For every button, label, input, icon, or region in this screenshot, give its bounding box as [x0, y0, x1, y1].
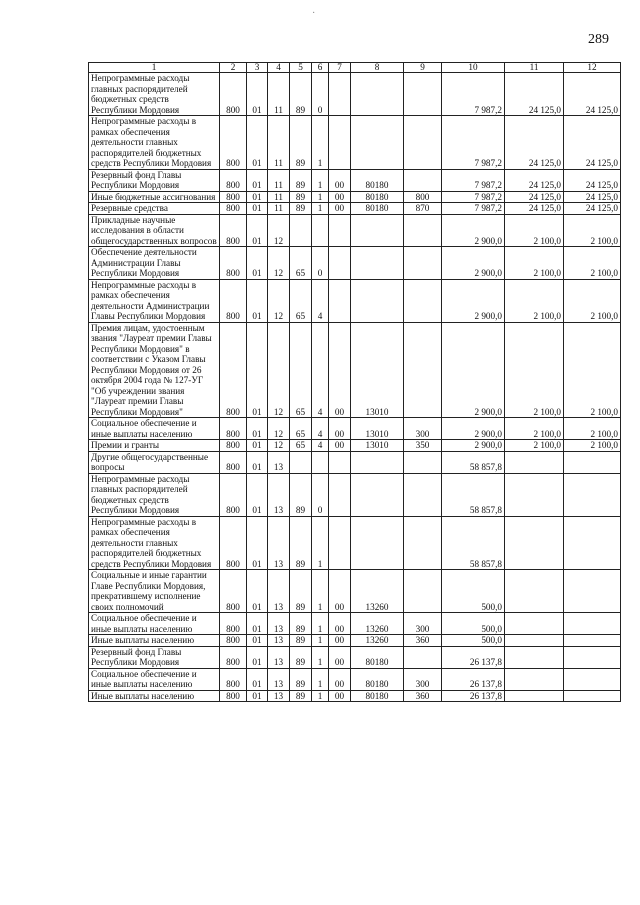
code-cell: 13: [268, 473, 290, 516]
amount-cell: [505, 635, 564, 647]
code-cell: 350: [404, 440, 442, 452]
code-cell: 89: [290, 570, 312, 613]
code-cell: 89: [290, 169, 312, 191]
table-row: [89, 635, 621, 647]
code-cell: 01: [247, 191, 268, 203]
code-cell: 4: [312, 418, 329, 440]
code-cell: [404, 570, 442, 613]
code-cell: 89: [290, 516, 312, 570]
code-cell: 1: [312, 516, 329, 570]
code-cell: 360: [404, 635, 442, 647]
column-header: 8: [351, 63, 404, 73]
amount-cell: [505, 668, 564, 690]
code-cell: 12: [268, 440, 290, 452]
column-header: 9: [404, 63, 442, 73]
table-row: [89, 322, 621, 418]
table-row: [89, 668, 621, 690]
amount-cell: 24 125,0: [505, 73, 564, 116]
code-cell: 01: [247, 279, 268, 322]
amount-cell: [505, 646, 564, 668]
code-cell: 01: [247, 116, 268, 170]
column-header: 10: [442, 63, 505, 73]
amount-cell: 24 125,0: [505, 116, 564, 170]
column-header: 2: [220, 63, 247, 73]
code-cell: 11: [268, 191, 290, 203]
code-cell: 13: [268, 613, 290, 635]
code-cell: 13: [268, 690, 290, 702]
code-cell: 800: [220, 191, 247, 203]
code-cell: 01: [247, 73, 268, 116]
code-cell: 800: [220, 451, 247, 473]
code-cell: 870: [404, 203, 442, 215]
amount-cell: [505, 451, 564, 473]
code-cell: [329, 516, 351, 570]
code-cell: [351, 73, 404, 116]
code-cell: 800: [220, 668, 247, 690]
row-name: Социальное обеспечение и иные выплаты населению: [89, 418, 220, 440]
row-name: Непрограммные расходы в рамках обеспечения деятельности Администрации Главы Республики Мордовия: [89, 279, 220, 322]
code-cell: 1: [312, 613, 329, 635]
code-cell: 01: [247, 473, 268, 516]
code-cell: 800: [220, 613, 247, 635]
code-cell: 00: [329, 203, 351, 215]
table-body: [89, 73, 621, 702]
row-name: Социальное обеспечение и иные выплаты населению: [89, 613, 220, 635]
code-cell: 00: [329, 613, 351, 635]
amount-cell: [505, 690, 564, 702]
amount-cell: [564, 635, 621, 647]
code-cell: 1: [312, 635, 329, 647]
code-cell: [312, 214, 329, 247]
code-cell: [351, 451, 404, 473]
code-cell: 89: [290, 690, 312, 702]
code-cell: [351, 279, 404, 322]
code-cell: 12: [268, 418, 290, 440]
code-cell: 1: [312, 570, 329, 613]
code-cell: 80180: [351, 690, 404, 702]
code-cell: 11: [268, 73, 290, 116]
code-cell: [329, 214, 351, 247]
code-cell: [329, 116, 351, 170]
code-cell: [329, 73, 351, 116]
code-cell: 89: [290, 646, 312, 668]
code-cell: 800: [220, 247, 247, 280]
table-row: [89, 613, 621, 635]
column-header: 12: [564, 63, 621, 73]
amount-cell: 58 857,8: [442, 451, 505, 473]
amount-cell: 500,0: [442, 570, 505, 613]
amount-cell: [564, 690, 621, 702]
code-cell: [404, 322, 442, 418]
code-cell: 13: [268, 668, 290, 690]
code-cell: 89: [290, 635, 312, 647]
column-header: 7: [329, 63, 351, 73]
code-cell: 01: [247, 451, 268, 473]
code-cell: 11: [268, 116, 290, 170]
amount-cell: 2 100,0: [505, 279, 564, 322]
code-cell: 89: [290, 473, 312, 516]
code-cell: 800: [220, 516, 247, 570]
code-cell: 00: [329, 690, 351, 702]
code-cell: 80180: [351, 169, 404, 191]
code-cell: [404, 451, 442, 473]
table-row: [89, 73, 621, 116]
amount-cell: 26 137,8: [442, 690, 505, 702]
code-cell: 4: [312, 279, 329, 322]
code-cell: 65: [290, 279, 312, 322]
amount-cell: 2 900,0: [442, 247, 505, 280]
code-cell: 01: [247, 169, 268, 191]
row-name: Премия лицам, удостоенным звания "Лауреат премии Главы Республики Мордовия" в соответствии с Указом Главы Республики Мордовия от 26 октября 2004 года № 127-УГ "Об учреждении звания "Лауреат премии Главы Республики Мордовия": [89, 322, 220, 418]
code-cell: 01: [247, 690, 268, 702]
column-header: 5: [290, 63, 312, 73]
code-cell: 300: [404, 613, 442, 635]
code-cell: 800: [220, 635, 247, 647]
code-cell: 4: [312, 440, 329, 452]
code-cell: 800: [404, 191, 442, 203]
amount-cell: 26 137,8: [442, 668, 505, 690]
code-cell: [351, 247, 404, 280]
code-cell: 1: [312, 646, 329, 668]
code-cell: 360: [404, 690, 442, 702]
code-cell: 0: [312, 73, 329, 116]
table-row: [89, 169, 621, 191]
code-cell: 13260: [351, 613, 404, 635]
amount-cell: [564, 570, 621, 613]
row-name: Непрограммные расходы в рамках обеспечения деятельности главных распорядителей бюджетных средств Республики Мордовия: [89, 516, 220, 570]
row-name: Резервный фонд Главы Республики Мордовия: [89, 646, 220, 668]
amount-cell: 500,0: [442, 635, 505, 647]
amount-cell: 2 100,0: [505, 214, 564, 247]
code-cell: 13010: [351, 418, 404, 440]
amount-cell: 26 137,8: [442, 646, 505, 668]
row-name: Иные бюджетные ассигнования: [89, 191, 220, 203]
amount-cell: 500,0: [442, 613, 505, 635]
row-name: Иные выплаты населению: [89, 690, 220, 702]
scan-speck: ·: [312, 8, 316, 19]
table-row: [89, 247, 621, 280]
amount-cell: 2 100,0: [564, 279, 621, 322]
amount-cell: 2 100,0: [564, 247, 621, 280]
code-cell: 800: [220, 203, 247, 215]
amount-cell: 7 987,2: [442, 203, 505, 215]
table-row: [89, 116, 621, 170]
amount-cell: [505, 570, 564, 613]
code-cell: 80180: [351, 191, 404, 203]
code-cell: 800: [220, 473, 247, 516]
code-cell: 1: [312, 169, 329, 191]
code-cell: [329, 451, 351, 473]
table-row: [89, 646, 621, 668]
amount-cell: 24 125,0: [505, 169, 564, 191]
code-cell: 0: [312, 247, 329, 280]
amount-cell: 2 900,0: [442, 279, 505, 322]
code-cell: 12: [268, 214, 290, 247]
amount-cell: [505, 473, 564, 516]
row-name: Непрограммные расходы в рамках обеспечения деятельности главных распорядителей бюджетных средств Республики Мордовия: [89, 116, 220, 170]
code-cell: [404, 247, 442, 280]
code-cell: 12: [268, 322, 290, 418]
code-cell: 11: [268, 169, 290, 191]
code-cell: [404, 169, 442, 191]
code-cell: 01: [247, 516, 268, 570]
column-header: 11: [505, 63, 564, 73]
code-cell: 01: [247, 635, 268, 647]
code-cell: 1: [312, 668, 329, 690]
code-cell: 00: [329, 668, 351, 690]
amount-cell: [505, 613, 564, 635]
code-cell: 00: [329, 635, 351, 647]
code-cell: 01: [247, 570, 268, 613]
amount-cell: 58 857,8: [442, 516, 505, 570]
amount-cell: 7 987,2: [442, 116, 505, 170]
code-cell: 12: [268, 247, 290, 280]
amount-cell: 24 125,0: [564, 169, 621, 191]
code-cell: 00: [329, 570, 351, 613]
amount-cell: [564, 451, 621, 473]
code-cell: 01: [247, 247, 268, 280]
code-cell: [404, 116, 442, 170]
code-cell: [351, 116, 404, 170]
header-row: [89, 63, 621, 73]
row-name: Иные выплаты населению: [89, 635, 220, 647]
table-row: [89, 418, 621, 440]
code-cell: [329, 279, 351, 322]
column-header: 3: [247, 63, 268, 73]
code-cell: 13260: [351, 570, 404, 613]
code-cell: 80180: [351, 668, 404, 690]
code-cell: [290, 214, 312, 247]
code-cell: 00: [329, 646, 351, 668]
row-name: Прикладные научные исследования в области общегосударственных вопросов: [89, 214, 220, 247]
amount-cell: 2 900,0: [442, 322, 505, 418]
code-cell: 01: [247, 440, 268, 452]
code-cell: 00: [329, 322, 351, 418]
code-cell: 89: [290, 116, 312, 170]
code-cell: 89: [290, 668, 312, 690]
code-cell: [329, 473, 351, 516]
code-cell: 800: [220, 116, 247, 170]
table-row: [89, 203, 621, 215]
code-cell: 00: [329, 169, 351, 191]
code-cell: 300: [404, 668, 442, 690]
table-row: [89, 516, 621, 570]
code-cell: 800: [220, 690, 247, 702]
code-cell: 800: [220, 279, 247, 322]
budget-table: [88, 62, 621, 702]
amount-cell: 24 125,0: [505, 203, 564, 215]
code-cell: [404, 214, 442, 247]
code-cell: 13: [268, 570, 290, 613]
table-row: [89, 451, 621, 473]
column-header: 4: [268, 63, 290, 73]
amount-cell: 2 100,0: [564, 440, 621, 452]
code-cell: 800: [220, 440, 247, 452]
row-name: Другие общегосударственные вопросы: [89, 451, 220, 473]
code-cell: 1: [312, 203, 329, 215]
amount-cell: 2 100,0: [564, 418, 621, 440]
amount-cell: [564, 646, 621, 668]
code-cell: 800: [220, 322, 247, 418]
code-cell: [404, 73, 442, 116]
amount-cell: 24 125,0: [564, 116, 621, 170]
row-name: Непрограммные расходы главных распорядителей бюджетных средств Республики Мордовия: [89, 73, 220, 116]
code-cell: 0: [312, 473, 329, 516]
code-cell: 01: [247, 668, 268, 690]
code-cell: 00: [329, 191, 351, 203]
code-cell: 13010: [351, 322, 404, 418]
amount-cell: 2 900,0: [442, 418, 505, 440]
amount-cell: 24 125,0: [564, 191, 621, 203]
code-cell: 01: [247, 613, 268, 635]
row-name: Обеспечение деятельности Администрации Главы Республики Мордовия: [89, 247, 220, 280]
amount-cell: 24 125,0: [564, 73, 621, 116]
code-cell: [312, 451, 329, 473]
code-cell: 01: [247, 646, 268, 668]
table-row: [89, 191, 621, 203]
amount-cell: 7 987,2: [442, 73, 505, 116]
code-cell: 800: [220, 169, 247, 191]
amount-cell: 58 857,8: [442, 473, 505, 516]
code-cell: 800: [220, 73, 247, 116]
row-name: Непрограммные расходы главных распорядителей бюджетных средств Республики Мордовия: [89, 473, 220, 516]
code-cell: 00: [329, 440, 351, 452]
table-row: [89, 690, 621, 702]
code-cell: 89: [290, 203, 312, 215]
code-cell: [404, 646, 442, 668]
code-cell: 01: [247, 322, 268, 418]
amount-cell: 2 100,0: [564, 214, 621, 247]
code-cell: 65: [290, 440, 312, 452]
code-cell: [351, 214, 404, 247]
row-name: Социальные и иные гарантии Главе Республики Мордовия, прекратившему исполнение своих полномочий: [89, 570, 220, 613]
table-row: [89, 570, 621, 613]
amount-cell: [564, 668, 621, 690]
amount-cell: 2 900,0: [442, 440, 505, 452]
code-cell: [351, 473, 404, 516]
code-cell: [329, 247, 351, 280]
code-cell: [290, 451, 312, 473]
code-cell: 01: [247, 203, 268, 215]
code-cell: 13: [268, 516, 290, 570]
code-cell: [404, 473, 442, 516]
code-cell: 65: [290, 247, 312, 280]
code-cell: 13: [268, 646, 290, 668]
amount-cell: [564, 613, 621, 635]
amount-cell: 2 900,0: [442, 214, 505, 247]
code-cell: 65: [290, 418, 312, 440]
row-name: Социальное обеспечение и иные выплаты населению: [89, 668, 220, 690]
code-cell: 01: [247, 214, 268, 247]
table-row: [89, 440, 621, 452]
code-cell: 89: [290, 73, 312, 116]
amount-cell: 2 100,0: [505, 418, 564, 440]
code-cell: 4: [312, 322, 329, 418]
code-cell: 01: [247, 418, 268, 440]
code-cell: 13010: [351, 440, 404, 452]
code-cell: 800: [220, 646, 247, 668]
code-cell: 65: [290, 322, 312, 418]
row-name: Резервный фонд Главы Республики Мордовия: [89, 169, 220, 191]
amount-cell: 2 100,0: [564, 322, 621, 418]
column-header: 6: [312, 63, 329, 73]
code-cell: 300: [404, 418, 442, 440]
code-cell: 800: [220, 214, 247, 247]
amount-cell: 2 100,0: [505, 440, 564, 452]
code-cell: 00: [329, 418, 351, 440]
code-cell: 80180: [351, 646, 404, 668]
amount-cell: [505, 516, 564, 570]
code-cell: 1: [312, 690, 329, 702]
code-cell: [351, 516, 404, 570]
amount-cell: [564, 473, 621, 516]
page-number: 289: [588, 32, 609, 47]
column-header: 1: [89, 63, 220, 73]
amount-cell: [564, 516, 621, 570]
amount-cell: 7 987,2: [442, 169, 505, 191]
row-name: Премии и гранты: [89, 440, 220, 452]
code-cell: [404, 516, 442, 570]
code-cell: 800: [220, 418, 247, 440]
code-cell: 13: [268, 451, 290, 473]
table-row: [89, 473, 621, 516]
code-cell: 89: [290, 613, 312, 635]
table-row: [89, 279, 621, 322]
row-name: Резервные средства: [89, 203, 220, 215]
amount-cell: 2 100,0: [505, 322, 564, 418]
amount-cell: 24 125,0: [505, 191, 564, 203]
table-row: [89, 214, 621, 247]
code-cell: 1: [312, 191, 329, 203]
code-cell: 13260: [351, 635, 404, 647]
code-cell: 1: [312, 116, 329, 170]
code-cell: 11: [268, 203, 290, 215]
code-cell: 800: [220, 570, 247, 613]
amount-cell: 24 125,0: [564, 203, 621, 215]
amount-cell: 2 100,0: [505, 247, 564, 280]
code-cell: 89: [290, 191, 312, 203]
code-cell: 80180: [351, 203, 404, 215]
amount-cell: 7 987,2: [442, 191, 505, 203]
code-cell: [404, 279, 442, 322]
code-cell: 12: [268, 279, 290, 322]
code-cell: 13: [268, 635, 290, 647]
